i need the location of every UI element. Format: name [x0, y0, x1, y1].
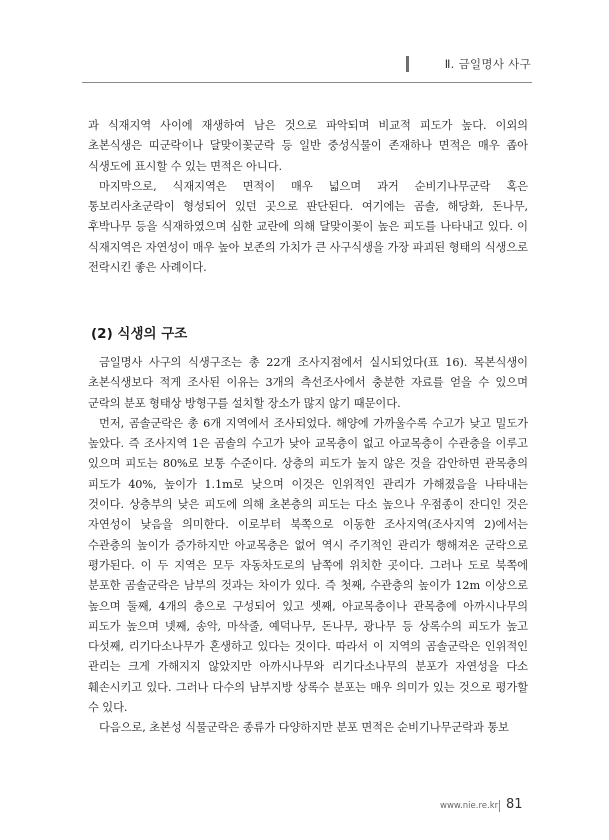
- paragraph: 과 식재지역 사이에 재생하여 남은 것으로 파악되며 비교적 피도가 높다. 이외의 초본식생은 띠군락이나 달맞이꽃군락 등 일반 중성식물이 존재하나 면적은 매우 좁아 식생도에 표시할 수 있는 면적은 아니다.: [88, 119, 528, 173]
- section-heading: (2) 식생의 구조: [91, 326, 188, 342]
- header-accent-bar: [406, 56, 409, 72]
- section1-body: [88, 116, 528, 278]
- footer-url: www.nie.re.kr: [440, 801, 499, 811]
- running-header-title: Ⅱ. 금일명사 사구: [444, 57, 531, 71]
- footer-separator: [499, 800, 500, 812]
- paragraph: 금일명사 사구의 식생구조는 총 22개 조사지점에서 실시되었다(표 16). 목본식생이 초본식생보다 적게 조사된 이유는 3개의 측선조사에서 충분한 자료를 얻을 수 있으며 군락의 분포 형태상 방형구를 설치할 장소가 많지 않기 때문이다.: [88, 356, 528, 410]
- section2-body: [88, 353, 528, 739]
- paragraph: 먼저, 곰솔군락은 총 6개 지역에서 조사되었다. 해양에 가까울수록 수고가 낮고 밀도가 높았다. 즉 조사지역 1은 곰솔의 수고가 낮아 교목층이 없고 아교목층이 수관층을 이루고 있으며 피도는 80%로 보통 수준이다. 상층의 피도가 높지 않은 것을 감안하면 관목층의 피도가 40%, 높이가 1.1m로 낮으며 이것은 인위적인 관리가 가해졌음을 나타내는 것이다. 상층부의 낮은 피도에 의해 초본층의 피도는 다소 높으나 우점종이 잔디인 것은 자연성이 낮음을 의미한다. 이로부터 북쪽으로 이동한 조사지역(조사지역 2)에서는 수관층의 높이가 증가하지만 아교목층은 없어 역시 주기적인 관리가 행해져온 군락으로 평가된다. 이 두 지역은 모두 자동차도로의 남쪽에 위치한 곳이다. 그러나 도로 북쪽에 분포한 곰솔군락은 남부의 것과는 차이가 있다. 즉 첫째, 수관층의 높이가 12m 이상으로 높으며 둘째, 4개의 층으로 구성되어 있고 셋째, 아교목층이나 관목층에 아까시나무의 피도가 높으며 넷째, 송악, 마삭줄, 예덕나무, 돈나무, 광나무 등 상록수의 피도가 높고 다섯째, 리기다소나무가 혼생하고 있다는 것이다. 따라서 이 지역의 곰솔군락은 인위적인 관리는 크게 가해지지 않았지만 아까시나무와 리기다소나무의 분포가 자연성을 다소 훼손시키고 있다. 그러나 다수의 남부지방 상록수 분포는 매우 의미가 있는 것으로 평가할 수 있다.: [88, 416, 528, 715]
- page-number: 81: [506, 797, 523, 812]
- paragraph: 다음으로, 초본성 식물군락은 종류가 다양하지만 분포 면적은 순비기나무군락과 통보: [99, 721, 509, 735]
- paragraph: 마지막으로, 식재지역은 면적이 매우 넓으며 과거 순비기나무군락 혹은 통보리사초군락이 형성되어 있던 곳으로 판단된다. 여기에는 곰솔, 해당화, 돈나무, 후박나무 등을 식재하였으며 심한 교란에 의해 달맞이꽃이 높은 피도를 나타내고 있다. 이 식재지역은 자연성이 매우 높아 보존의 가치가 큰 사구식생을 가장 파괴된 형태의 식생으로 전락시킨 좋은 사례이다.: [88, 179, 528, 275]
